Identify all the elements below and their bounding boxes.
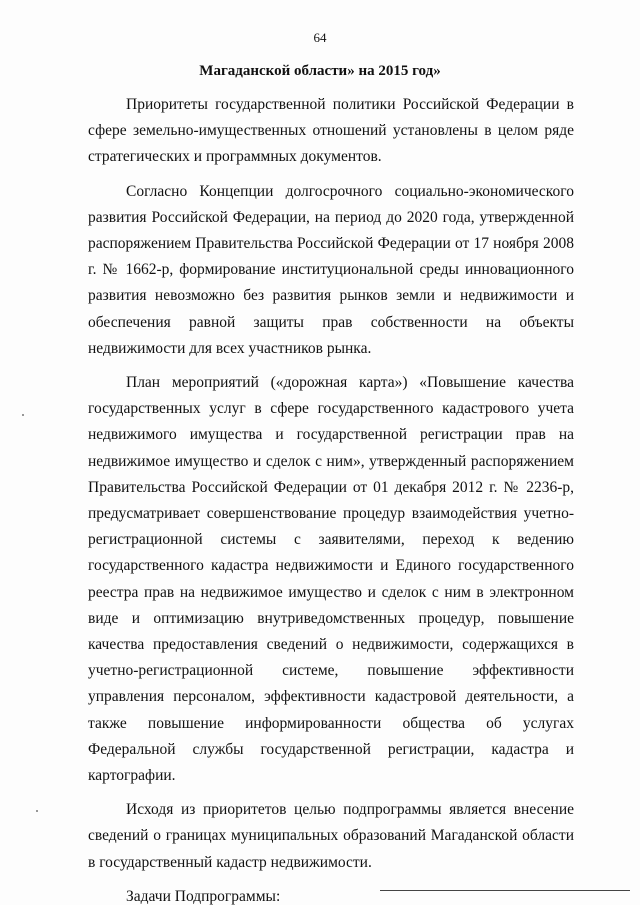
section-heading: Магаданской области» на 2015 год» [199,63,441,79]
paragraph-goal: Исходя из приоритетов целью подпрограммы является внесение сведений о границах муниципальных образований Магаданской области в государственный кадастр недвижимости. [88,801,574,871]
body-text [88,92,574,918]
scan-speck [36,810,38,812]
scan-speck [22,414,24,416]
paragraph-tasks: Задачи Подпрограммы: [126,887,281,905]
paragraph-concept: Согласно Концепции долгосрочного социально-экономического развития Российской Федерации, на период до 2020 года, утвержденной распоряжением Правительства Российской Федерации от 17 ноября 2008 г. № 1662-р, формирование институциональной среды инновационного развития невозможно без развития рынков земли и недвижимости и обеспечения равной защиты прав собственности на объекты недвижимости для всех участников рынка. [88,182,574,357]
paragraph-priorities: Приоритеты государственной политики Российской Федерации в сфере земельно-имущественных отношений установлены в целом ряде стратегических и программных документов. [88,96,574,166]
bottom-rule [380,890,630,891]
paragraph-roadmap: План мероприятий («дорожная карта») «Повышение качества государственных услуг в сфере государственного кадастрового учета недвижимого имущества и государственной регистрации прав на недвижимое имущество и сделок с ним», утвержденный распоряжением Правительства Российской Федерации от 01 декабря 2012 г. № 2236-р, предусматривает совершенствование процедур взаимодействия учетно-регистрационной системы с заявителями, переход к ведению государственного кадастра недвижимости и Единого государственного реестра прав на недвижимое имущество и сделок с ним в электронном виде и оптимизацию внутриведомственных процедур, повышение качества предоставления сведений о недвижимости, содержащихся в учетно-регистрационной системе, повышение эффективности управления персоналом, эффективности кадастровой деятельности, а также повышение информированности общества об услугах Федеральной службы государственной регистрации, кадастра и картографии. [88,374,574,785]
page-number: 64 [313,30,327,45]
